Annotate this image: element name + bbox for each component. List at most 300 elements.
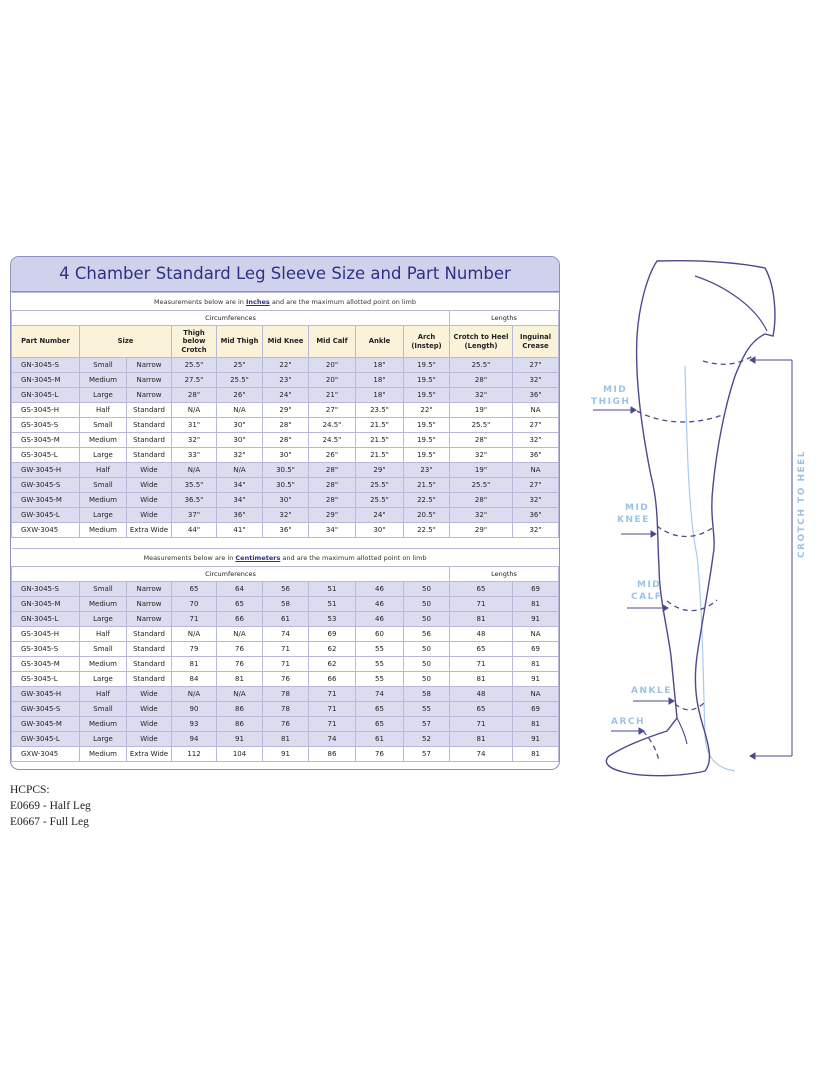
column-header-size: Size (80, 326, 172, 358)
table-cell: 23" (404, 463, 450, 478)
table-cell: 28" (263, 418, 309, 433)
column-header-inguinal: Inguinal Crease (513, 326, 559, 358)
table-cell: 84 (172, 672, 217, 687)
table-cell: 52 (404, 732, 450, 747)
table-cell: 65 (172, 582, 217, 597)
table-cell: 21.5" (356, 418, 404, 433)
table-cell: 61 (263, 612, 309, 627)
section-spacer (12, 538, 559, 549)
leg-measurement-diagram (585, 256, 820, 781)
table-cell: 29" (450, 523, 513, 538)
table-cell: 18" (356, 388, 404, 403)
note-text: and are the maximum allotted point on limb (269, 297, 417, 306)
circumferences-header: Circumferences (12, 567, 450, 582)
table-cell: 28" (309, 493, 356, 508)
column-header-arch: Arch (Instep) (404, 326, 450, 358)
table-cell: 86 (217, 702, 263, 717)
table-cell: 34" (309, 523, 356, 538)
table-cell: 48 (450, 627, 513, 642)
label-ankle: ANKLE (631, 686, 672, 696)
table-row (12, 508, 559, 523)
table-cell: Small (80, 642, 127, 657)
table-cell: 46 (356, 582, 404, 597)
note-unit: Centimeters (235, 553, 281, 562)
table-row (12, 493, 559, 508)
table-cell: 78 (263, 687, 309, 702)
hcpcs-heading: HCPCS: (10, 784, 50, 796)
size-table (11, 292, 559, 762)
mid-thigh-dash (637, 411, 725, 422)
part-number-cell: GS-3045-S (12, 642, 80, 657)
table-row (12, 403, 559, 418)
table-row (12, 358, 559, 373)
table-cell: 30.5" (263, 463, 309, 478)
arch-dash (643, 731, 659, 762)
label-arrows (593, 407, 674, 734)
table-cell: Medium (80, 493, 127, 508)
table-cell: Medium (80, 373, 127, 388)
table-row (12, 418, 559, 433)
table-cell: Narrow (127, 373, 172, 388)
table-row (12, 373, 559, 388)
table-cell: 21" (309, 388, 356, 403)
table-cell: 81 (172, 657, 217, 672)
table-cell: Standard (127, 448, 172, 463)
table-cell: 50 (404, 612, 450, 627)
hcpcs-codes (10, 782, 91, 830)
table-cell: Narrow (127, 612, 172, 627)
table-cell: 81 (513, 747, 559, 762)
part-number-cell: GN-3045-M (12, 373, 80, 388)
table-cell: 32" (450, 388, 513, 403)
table-cell: 65 (356, 702, 404, 717)
table-cell: 31" (172, 418, 217, 433)
table-cell: N/A (172, 687, 217, 702)
label-mid-thigh-2: THIGH (591, 397, 631, 407)
table-cell: 20.5" (404, 508, 450, 523)
table-cell: Large (80, 388, 127, 403)
table-cell: N/A (217, 463, 263, 478)
column-header-mid-knee: Mid Knee (263, 326, 309, 358)
table-cell: Half (80, 463, 127, 478)
column-header-mid-calf: Mid Calf (309, 326, 356, 358)
table-cell: 27.5" (172, 373, 217, 388)
table-cell: 61 (356, 732, 404, 747)
table-cell: 71 (263, 642, 309, 657)
note-text: Measurements below are in (154, 297, 246, 306)
table-cell: Small (80, 358, 127, 373)
table-cell: 35.5" (172, 478, 217, 493)
table-cell: 20" (309, 358, 356, 373)
table-cell: 53 (309, 612, 356, 627)
table-cell: 78 (263, 702, 309, 717)
table-cell: 65 (450, 702, 513, 717)
table-cell: Standard (127, 657, 172, 672)
table-cell: 32" (513, 523, 559, 538)
table-cell: 76 (217, 657, 263, 672)
table-row (12, 687, 559, 702)
size-table-body (12, 293, 559, 762)
table-row (12, 523, 559, 538)
table-cell: Large (80, 612, 127, 627)
table-row (12, 672, 559, 687)
table-cell: 60 (356, 627, 404, 642)
table-cell: 19" (450, 403, 513, 418)
label-mid-calf-1: MID (637, 580, 662, 590)
label-arch: ARCH (611, 717, 646, 727)
part-number-cell: GW-3045-M (12, 717, 80, 732)
table-cell: Wide (127, 463, 172, 478)
table-cell: 30" (263, 448, 309, 463)
part-number-cell: GS-3045-L (12, 672, 80, 687)
table-cell: 28" (309, 463, 356, 478)
table-cell: 93 (172, 717, 217, 732)
table-cell: 25.5" (450, 358, 513, 373)
table-cell: 71 (309, 702, 356, 717)
column-header-ankle: Ankle (356, 326, 404, 358)
table-cell: Half (80, 687, 127, 702)
part-number-cell: GW-3045-S (12, 702, 80, 717)
column-header-mid-thigh: Mid Thigh (217, 326, 263, 358)
label-mid-calf-2: CALF (631, 592, 663, 602)
table-row (12, 433, 559, 448)
lengths-header: Lengths (450, 567, 559, 582)
table-cell: 41" (217, 523, 263, 538)
measurement-note-row (12, 549, 559, 567)
crotch-to-heel-bracket (750, 357, 792, 759)
part-number-cell: GW-3045-H (12, 463, 80, 478)
table-cell: 50 (404, 672, 450, 687)
table-cell: 22" (263, 358, 309, 373)
table-cell: 27" (309, 403, 356, 418)
table-cell: 112 (172, 747, 217, 762)
circumferences-header: Circumferences (12, 311, 450, 326)
table-cell: 21.5" (404, 478, 450, 493)
table-cell: 32" (263, 508, 309, 523)
label-mid-thigh-1: MID (603, 385, 628, 395)
mid-calf-dash (667, 600, 717, 611)
table-cell: Large (80, 508, 127, 523)
table-cell: N/A (172, 403, 217, 418)
part-number-cell: GS-3045-M (12, 433, 80, 448)
table-cell: Wide (127, 687, 172, 702)
table-cell: 62 (309, 642, 356, 657)
table-cell: 58 (404, 687, 450, 702)
table-cell: 23.5" (356, 403, 404, 418)
table-cell: Wide (127, 702, 172, 717)
table-cell: 32" (513, 373, 559, 388)
table-cell: 28" (263, 433, 309, 448)
part-number-cell: GW-3045-L (12, 508, 80, 523)
table-cell: 32" (513, 433, 559, 448)
table-cell: 51 (309, 597, 356, 612)
table-cell: 81 (513, 597, 559, 612)
table-cell: Extra Wide (127, 747, 172, 762)
table-cell: Large (80, 448, 127, 463)
inguinal-dash (703, 356, 753, 364)
table-cell: 19.5" (404, 433, 450, 448)
table-cell: NA (513, 403, 559, 418)
table-cell: 64 (217, 582, 263, 597)
table-cell: Large (80, 732, 127, 747)
table-cell: 86 (309, 747, 356, 762)
table-cell: 19.5" (404, 358, 450, 373)
table-cell: 55 (356, 642, 404, 657)
table-cell: 25.5" (450, 478, 513, 493)
table-row (12, 388, 559, 403)
table-cell: 28" (450, 433, 513, 448)
table-cell: Wide (127, 508, 172, 523)
table-cell: 71 (450, 717, 513, 732)
table-cell: 71 (450, 657, 513, 672)
table-cell: 91 (513, 612, 559, 627)
table-cell: 34" (217, 478, 263, 493)
table-cell: NA (513, 463, 559, 478)
table-cell: 76 (263, 672, 309, 687)
table-cell: 26" (309, 448, 356, 463)
table-row (12, 702, 559, 717)
part-number-cell: GN-3045-M (12, 597, 80, 612)
table-cell: 18" (356, 358, 404, 373)
groin-line (695, 276, 767, 331)
table-cell: 32" (217, 448, 263, 463)
label-crotch-to-heel: CROTCH TO HEEL (797, 449, 807, 559)
part-number-cell: GS-3045-M (12, 657, 80, 672)
table-cell: Standard (127, 433, 172, 448)
table-cell: 69 (513, 702, 559, 717)
table-cell: Narrow (127, 358, 172, 373)
part-number-cell: GS-3045-H (12, 627, 80, 642)
table-cell: 90 (172, 702, 217, 717)
table-cell: 21.5" (356, 448, 404, 463)
table-cell: 30" (356, 523, 404, 538)
column-header-thigh: Thigh below Crotch (172, 326, 217, 358)
table-cell: 28" (309, 478, 356, 493)
table-cell: NA (513, 687, 559, 702)
table-cell: 91 (263, 747, 309, 762)
table-cell: 81 (217, 672, 263, 687)
part-number-cell: GN-3045-S (12, 582, 80, 597)
part-number-cell: GS-3045-L (12, 448, 80, 463)
table-cell: 27" (513, 478, 559, 493)
measurement-note (12, 293, 559, 311)
table-cell: 25.5" (172, 358, 217, 373)
table-cell: 29" (309, 508, 356, 523)
table-cell: Medium (80, 597, 127, 612)
table-cell: 33" (172, 448, 217, 463)
table-cell: Narrow (127, 388, 172, 403)
table-cell: 32" (513, 493, 559, 508)
table-cell: 91 (513, 672, 559, 687)
table-cell: 44" (172, 523, 217, 538)
table-cell: 36" (217, 508, 263, 523)
table-cell: 79 (172, 642, 217, 657)
part-number-cell: GN-3045-L (12, 612, 80, 627)
label-mid-knee-2: KNEE (617, 515, 650, 525)
table-cell: 57 (404, 747, 450, 762)
table-row (12, 463, 559, 478)
table-cell: Small (80, 418, 127, 433)
table-cell: Half (80, 403, 127, 418)
table-cell: Standard (127, 627, 172, 642)
part-number-cell: GW-3045-L (12, 732, 80, 747)
table-cell: 22.5" (404, 523, 450, 538)
table-cell: 69 (513, 642, 559, 657)
table-cell: 27" (513, 358, 559, 373)
table-cell: Medium (80, 433, 127, 448)
table-cell: 28" (450, 493, 513, 508)
table-cell: 66 (309, 672, 356, 687)
table-cell: Small (80, 478, 127, 493)
table-cell: 69 (513, 582, 559, 597)
column-header-row (12, 326, 559, 358)
table-cell: 55 (356, 657, 404, 672)
table-cell: 71 (309, 717, 356, 732)
measurement-note-row (12, 293, 559, 311)
table-cell: 46 (356, 597, 404, 612)
table-cell: 81 (450, 672, 513, 687)
column-header-crotch-to-heel: Crotch to Heel (Length) (450, 326, 513, 358)
part-number-cell: GN-3045-L (12, 388, 80, 403)
table-cell: 36" (263, 523, 309, 538)
table-cell: 71 (172, 612, 217, 627)
table-cell: 26" (217, 388, 263, 403)
table-cell: Standard (127, 642, 172, 657)
table-cell: 71 (450, 597, 513, 612)
table-cell: 24" (356, 508, 404, 523)
hcpcs-half-leg: E0669 - Half Leg (10, 800, 91, 812)
table-cell: 55 (356, 672, 404, 687)
size-chart-card (10, 256, 560, 770)
table-cell: 94 (172, 732, 217, 747)
table-cell: 76 (217, 642, 263, 657)
table-cell: N/A (217, 687, 263, 702)
table-cell: 91 (513, 732, 559, 747)
table-cell: N/A (217, 627, 263, 642)
table-cell: Narrow (127, 597, 172, 612)
table-cell: 25.5" (356, 478, 404, 493)
table-cell: 27" (513, 418, 559, 433)
table-row (12, 448, 559, 463)
table-cell: 36" (513, 448, 559, 463)
table-cell: 36" (513, 388, 559, 403)
table-cell: 74 (450, 747, 513, 762)
table-cell: Wide (127, 493, 172, 508)
table-cell: N/A (217, 403, 263, 418)
table-cell: Standard (127, 418, 172, 433)
table-cell: 81 (513, 717, 559, 732)
table-cell: Medium (80, 747, 127, 762)
measurement-note (12, 549, 559, 567)
table-cell: 28" (450, 373, 513, 388)
table-cell: N/A (172, 463, 217, 478)
table-cell: 74 (309, 732, 356, 747)
table-cell: 20" (309, 373, 356, 388)
table-cell: 91 (217, 732, 263, 747)
table-cell: 34" (217, 493, 263, 508)
table-cell: 50 (404, 657, 450, 672)
table-cell: Standard (127, 672, 172, 687)
table-cell: 23" (263, 373, 309, 388)
table-cell: 32" (450, 508, 513, 523)
table-cell: 36" (513, 508, 559, 523)
table-cell: 19.5" (404, 418, 450, 433)
table-cell: 36.5" (172, 493, 217, 508)
note-text: Measurements below are in (143, 553, 236, 562)
table-cell: 56 (263, 582, 309, 597)
table-cell: 30" (217, 418, 263, 433)
lengths-header: Lengths (450, 311, 559, 326)
group-header-row (12, 567, 559, 582)
table-cell: 24.5" (309, 433, 356, 448)
table-cell: Standard (127, 403, 172, 418)
part-number-cell: GW-3045-M (12, 493, 80, 508)
table-cell: 65 (217, 597, 263, 612)
column-header-part-number: Part Number (12, 326, 80, 358)
table-cell: Small (80, 582, 127, 597)
table-cell: 28" (172, 388, 217, 403)
heel-line (677, 718, 687, 744)
part-number-cell: GS-3045-S (12, 418, 80, 433)
label-mid-knee-1: MID (625, 503, 650, 513)
table-cell: 46 (356, 612, 404, 627)
table-cell: 25.5" (217, 373, 263, 388)
table-cell: 71 (263, 657, 309, 672)
part-number-cell: GN-3045-S (12, 358, 80, 373)
table-cell: Half (80, 627, 127, 642)
table-row (12, 747, 559, 762)
table-cell: 58 (263, 597, 309, 612)
table-cell: 50 (404, 597, 450, 612)
part-number-cell: GXW-3045 (12, 747, 80, 762)
table-cell: 81 (513, 657, 559, 672)
table-row (12, 582, 559, 597)
table-cell: 69 (309, 627, 356, 642)
table-cell: 70 (172, 597, 217, 612)
table-cell: 50 (404, 642, 450, 657)
table-cell: Wide (127, 478, 172, 493)
table-cell: 19" (450, 463, 513, 478)
table-cell: 29" (356, 463, 404, 478)
table-cell: 19.5" (404, 388, 450, 403)
table-cell: 65 (356, 717, 404, 732)
table-cell: 86 (217, 717, 263, 732)
ankle-dash (675, 702, 705, 710)
table-cell: 37" (172, 508, 217, 523)
leg-back-outline (685, 366, 735, 771)
table-row (12, 478, 559, 493)
table-row (12, 657, 559, 672)
table-cell: 19.5" (404, 373, 450, 388)
table-row (12, 732, 559, 747)
table-cell: 30.5" (263, 478, 309, 493)
table-cell: 62 (309, 657, 356, 672)
table-cell: 25.5" (356, 493, 404, 508)
table-row (12, 612, 559, 627)
table-cell: 30" (263, 493, 309, 508)
table-cell: 24.5" (309, 418, 356, 433)
table-cell: 56 (404, 627, 450, 642)
table-cell: 32" (172, 433, 217, 448)
table-cell: 74 (356, 687, 404, 702)
table-cell: 66 (217, 612, 263, 627)
table-cell: 55 (404, 702, 450, 717)
table-cell: Extra Wide (127, 523, 172, 538)
table-cell: 29" (263, 403, 309, 418)
note-unit: Inches (245, 297, 270, 306)
table-cell: 30" (217, 433, 263, 448)
table-cell: Medium (80, 657, 127, 672)
